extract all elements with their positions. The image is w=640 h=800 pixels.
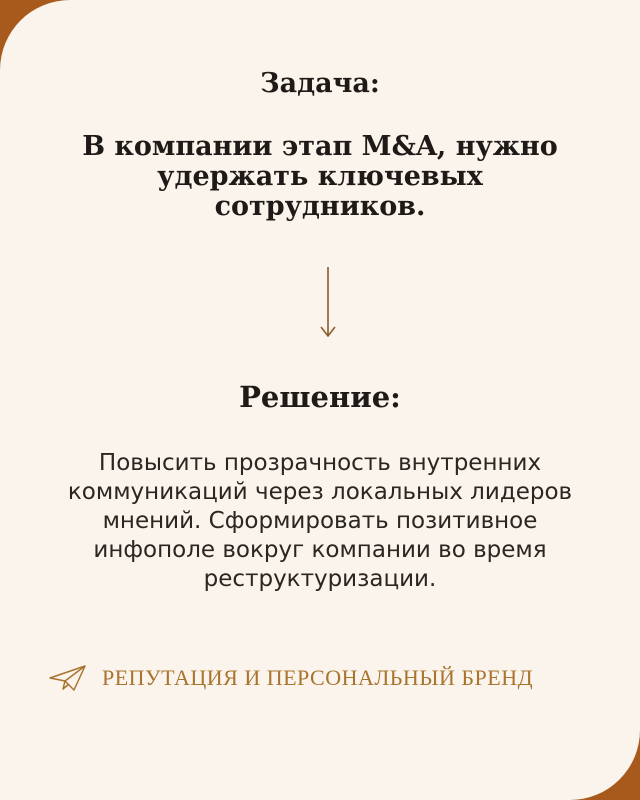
- task-heading: Задача:: [260, 68, 380, 99]
- solution-text: Повысить прозрачность внутренних коммуникаций через локальных лидеров мнений. Сформировать позитивное инфополе вокруг компании во время реструктуризации.: [67, 450, 573, 592]
- arrow-down-icon: [318, 265, 338, 340]
- task-text: В компании этап M&A, нужно удержать ключевых сотрудников.: [82, 131, 558, 222]
- footer-brand: [48, 660, 533, 696]
- brand-label: РЕПУТАЦИЯ И ПЕРСОНАЛЬНЫЙ БРЕНД: [102, 665, 534, 690]
- solution-heading: Решение:: [239, 380, 401, 414]
- paper-plane-icon: [48, 663, 88, 693]
